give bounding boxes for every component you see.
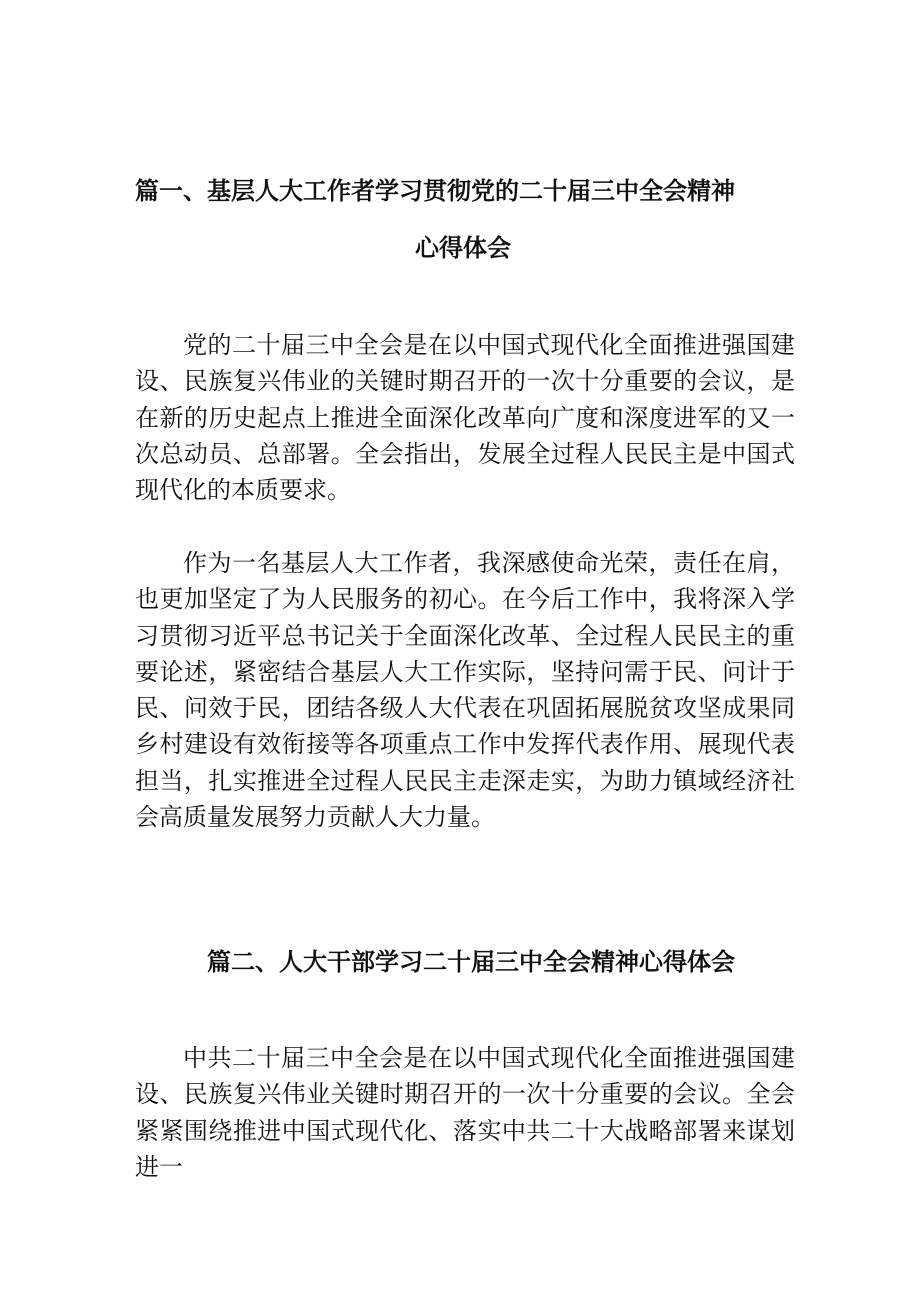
article2-paragraph-1: 中共二十届三中全会是在以中国式现代化全面推进强国建设、民族复兴伟业关键时期召开的一次十分重要的会议。全会紧紧围绕推进中国式现代化、落实中共二十大战略部署来谋划进一 — [135, 1044, 795, 1181]
article1-title-line1: 篇一、基层人大工作者学习贯彻党的二十届三中全会精神 — [135, 177, 735, 205]
article2-title: 篇二、人大干部学习二十届三中全会精神心得体会 — [207, 948, 735, 976]
article1-paragraph-1: 党的二十届三中全会是在以中国式现代化全面推进强国建设、民族复兴伟业的关键时期召开的一次十分重要的会议，是在新的历史起点上推进全面深化改革向广度和深度进军的又一次总动员、总部署。全会指出，发展全过程人民民主是中国式现代化的本质要求。 — [135, 331, 795, 505]
article1-title-line2: 心得体会 — [415, 234, 511, 262]
article1-paragraph-2: 作为一名基层人大工作者，我深感使命光荣，责任在肩，也更加坚定了为人民服务的初心。在今后工作中，我将深入学习贯彻习近平总书记关于全面深化改革、全过程人民民主的重要论述，紧密结合基层人大工作实际，坚持问需于民、问计于民、问效于民，团结各级人大代表在巩固拓展脱贫攻坚成果同乡村建设有效衔接等各项重点工作中发挥代表作用、展现代表担当，扎实推进全过程人民民主走深走实，为助力镇域经济社会高质量发展努力贡献人大力量。 — [135, 549, 795, 832]
